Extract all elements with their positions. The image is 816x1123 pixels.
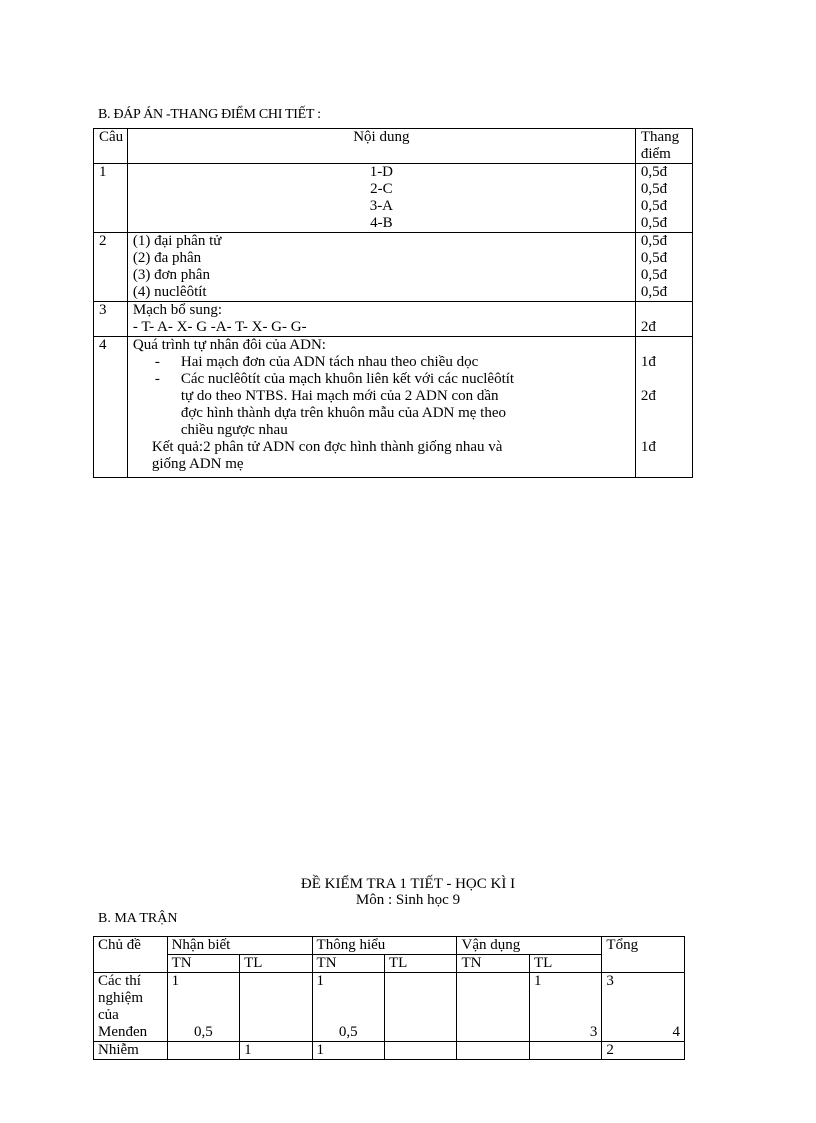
matrix-cell [385, 1042, 457, 1060]
matrix-cell: 1 3 [529, 973, 601, 1042]
header-nhanbiet: Nhận biết [167, 937, 312, 955]
topic-cell: Nhiễm [94, 1042, 168, 1060]
table-row [94, 337, 693, 478]
topic-cell: Các thí nghiệm của Menđen [94, 973, 168, 1042]
matrix-cell [457, 973, 529, 1042]
exam-title: ĐỀ KIỂM TRA 1 TIẾT - HỌC KÌ I [300, 876, 516, 892]
header-tn: TN [167, 955, 239, 973]
header-tn: TN [457, 955, 529, 973]
table-row [94, 164, 693, 233]
table-row [94, 233, 693, 302]
matrix-cell [529, 1042, 601, 1060]
matrix-cell [167, 1042, 239, 1060]
cau-number: 3 [94, 302, 128, 337]
answer-content: 1-D 2-C 3-A 4-B [127, 164, 635, 233]
matrix-table [93, 936, 685, 1060]
matrix-cell: 1 0,5 [312, 973, 384, 1042]
table-row [94, 302, 693, 337]
score-cell: 0,5đ 0,5đ 0,5đ 0,5đ [635, 164, 692, 233]
header-tl: TL [529, 955, 601, 973]
result-text: Kết quả:2 phân tử ADN con đợc hình thành giống nhau và giống ADN mẹ [151, 439, 503, 472]
cau-number: 1 [94, 164, 128, 233]
answer-key-title: B. ĐÁP ÁN -THANG ĐIỂM CHI TIẾT : [98, 107, 321, 122]
exam-subtitle: Môn : Sinh học 9 [355, 892, 461, 908]
matrix-cell: 1 0,5 [167, 973, 239, 1042]
header-chude: Chủ đề [94, 937, 168, 973]
header-thonghieu: Thông hiểu [312, 937, 457, 955]
table-header-row [94, 129, 693, 164]
table-header-row [94, 937, 685, 955]
table-header-row [94, 955, 685, 973]
header-thangdiem: Thang điểm [635, 129, 692, 164]
header-tl: TL [385, 955, 457, 973]
score-cell: 1đ 2đ 1đ [635, 337, 692, 478]
header-cau: Câu [94, 129, 128, 164]
table-row [94, 973, 685, 1042]
header-tn: TN [312, 955, 384, 973]
header-tl: TL [240, 955, 312, 973]
matrix-cell: 3 4 [602, 973, 685, 1042]
header-tong: Tổng [602, 937, 685, 973]
bullet-item: - Các nuclêôtít của mạch khuôn liên kết với các nuclêôtít tự do theo NTBS. Hai mạch mới của 2 ADN con dần đợc hình thành dựa trên khuôn mẫu của ADN mẹ theo chiều ngược nhau [154, 371, 515, 438]
cau-number: 2 [94, 233, 128, 302]
header-vandung: Vận dụng [457, 937, 602, 955]
answer-content: (1) đại phân tử (2) đa phân (3) đơn phân (4) nuclêôtít [127, 233, 635, 302]
matrix-cell: 1 [312, 1042, 384, 1060]
answer-key-table [93, 128, 693, 478]
matrix-cell: 2 [602, 1042, 685, 1060]
cau-number: 4 [94, 337, 128, 478]
score-cell: 2đ [635, 302, 692, 337]
table-row [94, 1042, 685, 1060]
matrix-cell: 1 [240, 1042, 312, 1060]
bullet-item: - Hai mạch đơn của ADN tách nhau theo chiều dọc [154, 354, 479, 370]
matrix-cell [240, 973, 312, 1042]
answer-content: Mạch bổ sung: - T- A- X- G -A- T- X- G- G- [127, 302, 635, 337]
answer-content: Quá trình tự nhân đôi của ADN: - Hai mạch đơn của ADN tách nhau theo chiều dọc - Các nuclêôtít của mạch khuôn liên kết với các nuclêôtít tự do theo NTBS. Hai mạch mới của 2 ADN con dần đợc hình thành dựa trên khuôn mẫu của ADN mẹ theo chiều ngược nhau Kết quả:2 phân tử ADN con đợc hình thành giống nhau và giống ADN mẹ [127, 337, 635, 478]
matrix-cell [385, 973, 457, 1042]
score-cell: 0,5đ 0,5đ 0,5đ 0,5đ [635, 233, 692, 302]
header-noidung: Nội dung [127, 129, 635, 164]
matrix-heading: B. MA TRẬN [98, 911, 178, 926]
matrix-cell [457, 1042, 529, 1060]
